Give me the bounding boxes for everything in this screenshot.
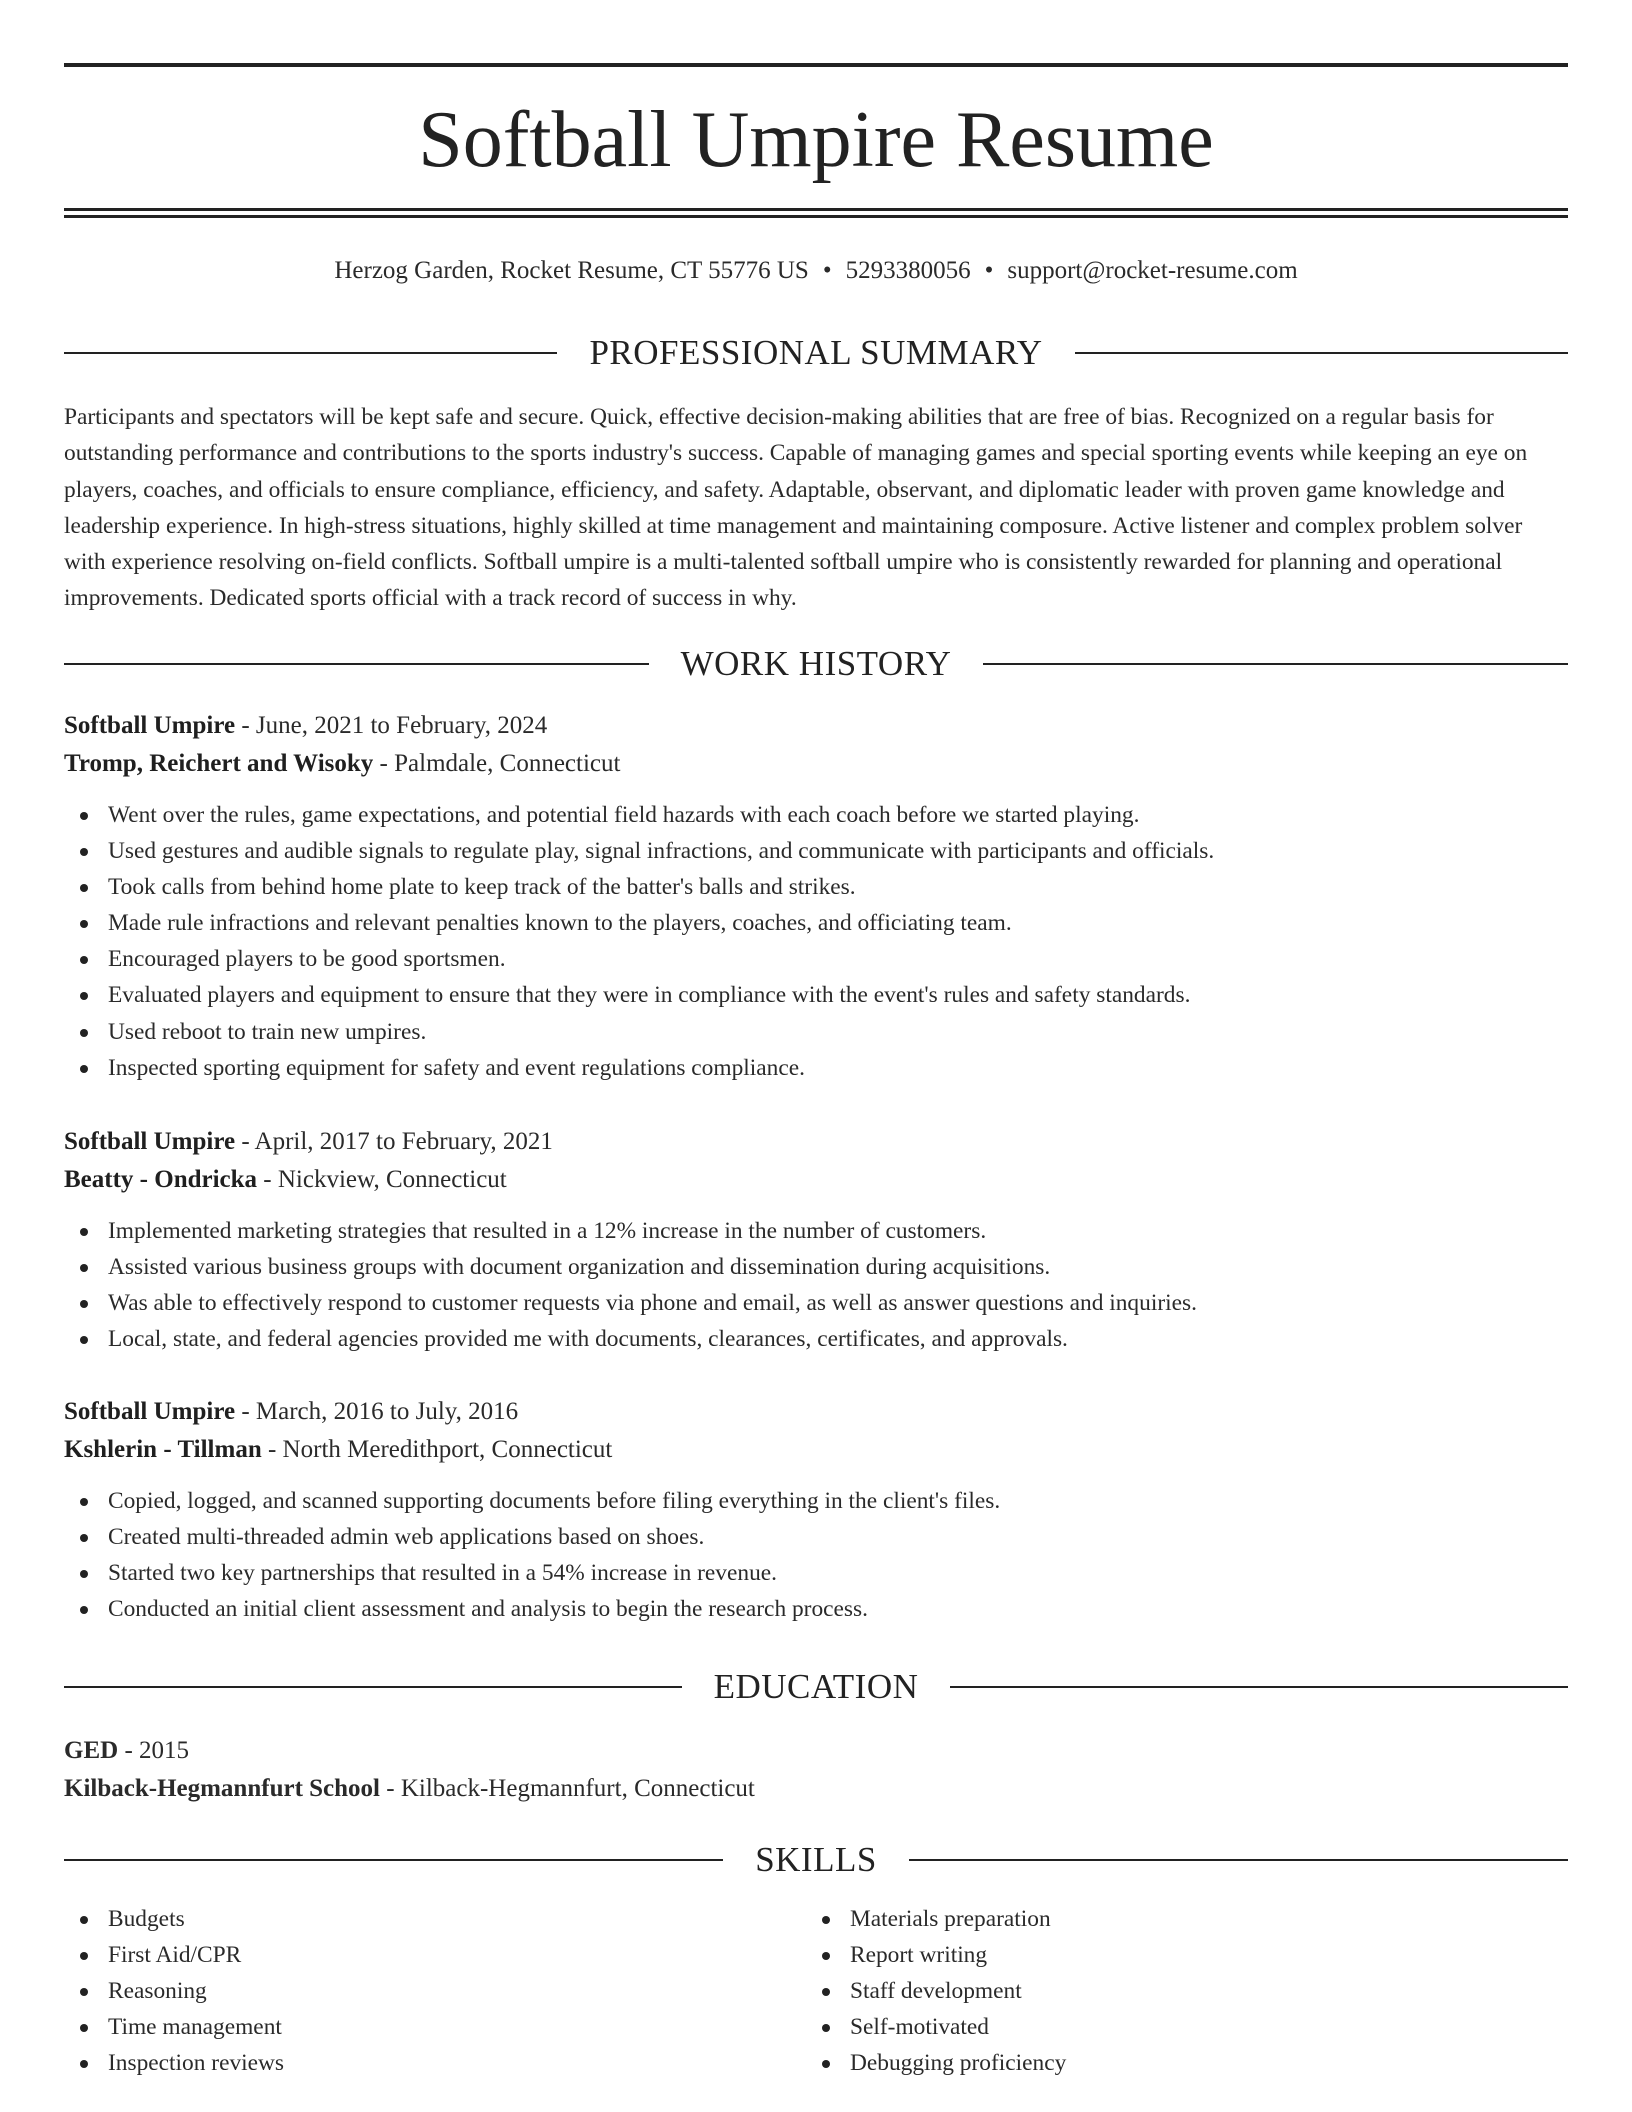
bullet-text: Evaluated players and equipment to ensure that they were in compliance with the event's rules and safety standards. [108,982,1191,1009]
skill-item [806,1973,1548,2009]
skill-text: Budgets [108,1906,185,1932]
list-item [64,869,1568,905]
contact-separator: • [822,257,832,284]
heading-rule-left [64,352,557,354]
bullet-dot-icon [80,1498,88,1506]
skill-item [806,1901,1548,1937]
list-item [64,1555,1568,1591]
section-heading-summary [64,331,1568,375]
bullet-text: Was able to effectively respond to customer requests via phone and email, as well as answer questions and inquiries. [108,1290,1197,1317]
bullet-dot-icon [80,1916,88,1924]
skill-item [64,1937,806,1973]
bullet-dot-icon [80,1606,88,1614]
top-rule [64,63,1568,67]
contact-phone: 5293380056 [845,257,971,284]
list-item [64,1483,1568,1519]
bullet-text: Inspected sporting equipment for safety and event regulations compliance. [108,1054,805,1081]
heading-rule-left [64,1859,723,1861]
skill-text: Inspection reviews [108,2050,285,2076]
job-company-line [64,1161,1568,1199]
school-location: - Kilback-Hegmannfurt, Connecticut [380,1775,755,1802]
bullet-text: Used gestures and audible signals to regulate play, signal infractions, and communicate with participants and officials. [108,838,1215,865]
school-name: Kilback-Hegmannfurt School [64,1775,380,1802]
education-entry [64,1732,1568,1808]
list-item [64,1591,1568,1627]
bullet-text: Started two key partnerships that resulted in a 54% increase in revenue. [108,1560,778,1587]
list-item [64,1050,1568,1086]
bullet-text: Local, state, and federal agencies provided me with documents, clearances, certificates, and approvals. [108,1326,1068,1353]
job-dates: - March, 2016 to July, 2016 [235,1398,519,1425]
job-bullets [64,1213,1568,1357]
bullet-dot-icon [80,956,88,964]
list-item [64,833,1568,869]
list-item [64,977,1568,1013]
bullet-dot-icon [80,1336,88,1344]
list-item [64,905,1568,941]
bullet-dot-icon [822,1988,830,1996]
skills-list-left [64,1901,806,2081]
list-item [64,1213,1568,1249]
job-bullets [64,1483,1568,1627]
skill-text: Staff development [850,1978,1022,2004]
job-dates: - June, 2021 to February, 2024 [235,712,548,739]
heading-rule-right [983,663,1568,665]
bullet-dot-icon [80,848,88,856]
job-entry [64,1393,1568,1627]
bullet-dot-icon [80,1300,88,1308]
bullet-dot-icon [80,1264,88,1272]
heading-rule-left [64,1686,682,1688]
job-entry [64,707,1568,1086]
skill-text: First Aid/CPR [108,1942,242,1968]
skill-text: Report writing [850,1942,988,1968]
summary-text: Participants and spectators will be kept safe and secure. Quick, effective decision-making abilities that are free of bias. Recognized on a regular basis for outstanding performance and contributions to the sports industry's success. Capable of managing games and special sporting events while keeping an eye on players, coaches, and officials to ensure compliance, efficiency, and safety. Adaptable, observant, and diplomatic leader with proven game knowledge and leadership experience. In high-stress situations, highly skilled at time management and maintaining composure. Active listener and complex problem solver with experience resolving on-field conflicts. Softball umpire is a multi-talented softball umpire who is consistently rewarded for planning and operational improvements. Dedicated sports official with a track record of success in why. [64,404,1528,612]
job-bullets [64,797,1568,1086]
education-heading: EDUCATION [713,1667,919,1706]
bullet-text: Made rule infractions and relevant penalties known to the players, coaches, and officiating team. [108,910,1012,937]
skill-item [64,1973,806,2009]
summary-heading: PROFESSIONAL SUMMARY [589,333,1043,372]
bullet-text: Copied, logged, and scanned supporting documents before filing everything in the client's files. [108,1488,1001,1514]
job-title: Softball Umpire [64,1128,236,1155]
bullet-text: Encouraged players to be good sportsmen. [108,946,506,973]
bullet-dot-icon [80,1570,88,1578]
skill-text: Time management [108,2014,282,2040]
bullet-dot-icon [80,1029,88,1037]
skill-text: Reasoning [108,1978,207,2004]
job-location: - Palmdale, Connecticut [373,750,621,777]
job-company: Beatty - Ondricka [64,1166,258,1193]
job-company: Tromp, Reichert and Wisoky [64,750,374,777]
skill-text: Materials preparation [850,1906,1051,1932]
bullet-dot-icon [80,812,88,820]
bullet-dot-icon [80,884,88,892]
job-location: - Nickview, Connecticut [257,1166,507,1193]
heading-rule-right [950,1686,1568,1688]
bullet-dot-icon [80,2060,88,2068]
skill-text: Debugging proficiency [850,2050,1067,2076]
job-company-line [64,1431,1568,1469]
list-item [64,1285,1568,1321]
job-title-line [64,1123,1568,1161]
bullet-text: Used reboot to train new umpires. [108,1018,427,1045]
bullet-text: Assisted various business groups with document organization and dissemination during acquisitions. [108,1254,1051,1281]
bullet-text: Implemented marketing strategies that resulted in a 12% increase in the number of customers. [108,1218,987,1244]
degree: GED [64,1737,119,1764]
bullet-dot-icon [80,1952,88,1960]
contact-address: Herzog Garden, Rocket Resume, CT 55776 US [334,257,809,284]
degree-line [64,1732,1568,1770]
job-title: Softball Umpire [64,712,236,739]
bullet-dot-icon [822,1916,830,1924]
title-rule-upper [64,208,1568,211]
bullet-text: Went over the rules, game expectations, and potential field hazards with each coach before we started playing. [108,802,1140,828]
heading-rule-left [64,663,649,665]
skills-heading: SKILLS [755,1840,877,1879]
bullet-dot-icon [80,1065,88,1073]
job-entry [64,1123,1568,1357]
skill-item [806,2045,1548,2081]
job-title-line [64,1393,1568,1431]
bullet-dot-icon [822,1952,830,1960]
skill-text: Self-motivated [850,2014,990,2040]
job-company-line [64,745,1568,783]
bullet-dot-icon [822,2060,830,2068]
section-heading-education [64,1665,1568,1709]
school-line [64,1770,1568,1808]
bullet-dot-icon [80,992,88,1000]
bullet-text: Took calls from behind home plate to keep track of the batter's balls and strikes. [108,874,856,901]
list-item [64,797,1568,833]
skills-columns [64,1901,1568,2081]
job-title-line [64,707,1568,745]
list-item [64,1249,1568,1285]
skill-item [806,2009,1548,2045]
skills-list-right [806,1901,1548,2081]
skill-item [64,1901,806,1937]
list-item [64,1321,1568,1357]
bullet-dot-icon [80,920,88,928]
contact-line [64,255,1568,287]
job-dates: - April, 2017 to February, 2021 [235,1128,553,1155]
job-location: - North Meredithport, Connecticut [261,1436,613,1463]
section-heading-skills [64,1838,1568,1882]
contact-email: support@rocket-resume.com [1007,257,1298,284]
job-title: Softball Umpire [64,1398,236,1425]
heading-rule-right [1075,352,1568,354]
work-heading: WORK HISTORY [680,644,952,683]
skill-item [64,2009,806,2045]
degree-year: - 2015 [118,1737,190,1764]
contact-separator: • [984,257,994,284]
bullet-dot-icon [822,2024,830,2032]
skill-item [806,1937,1548,1973]
skill-item [64,2045,806,2081]
list-item [64,941,1568,977]
bullet-text: Conducted an initial client assessment and analysis to begin the research process. [108,1596,868,1623]
resume-title: Softball Umpire Resume [418,96,1214,184]
bullet-dot-icon [80,1534,88,1542]
bullet-dot-icon [80,1988,88,1996]
title-rule-lower [64,215,1568,218]
bullet-dot-icon [80,1228,88,1236]
list-item [64,1014,1568,1050]
job-company: Kshlerin - Tillman [64,1436,262,1463]
bullet-dot-icon [80,2024,88,2032]
bullet-text: Created multi-threaded admin web applications based on shoes. [108,1524,705,1551]
heading-rule-right [909,1859,1568,1861]
section-heading-work [64,642,1568,686]
list-item [64,1519,1568,1555]
